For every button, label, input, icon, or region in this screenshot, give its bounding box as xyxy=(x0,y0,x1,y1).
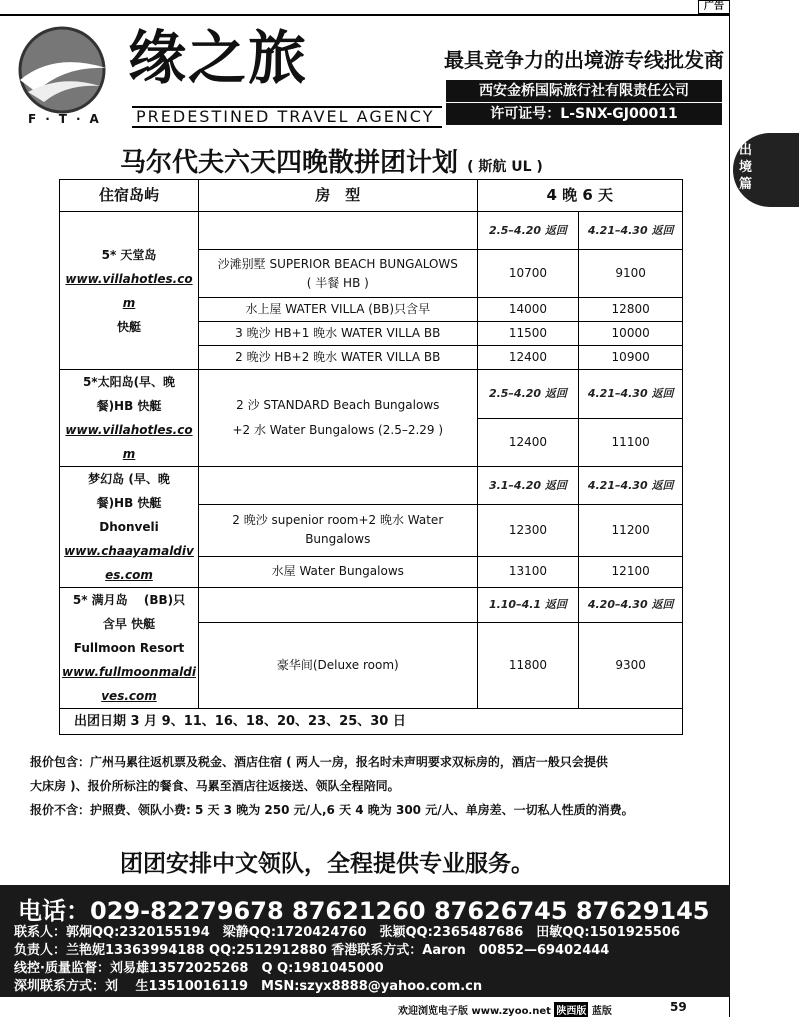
table-row: 5* 满月岛 (BB)只 含早 快艇 Fullmoon Resort www.fullmoonmaldi ves.com 1.10–4.1 返回 4.20–4.30 返回 xyxy=(60,588,683,623)
right-rule xyxy=(729,0,730,1017)
phone-numbers: 电话：029-82279678 87621260 87626745 87629145 xyxy=(18,897,710,925)
island-cell: 5*太阳岛(早、晚 餐)HB 快艇 www.villahotles.co m xyxy=(60,370,199,467)
logo-icon xyxy=(14,22,110,118)
col-price: 4 晚 6 天 xyxy=(477,180,682,212)
top-rule xyxy=(0,14,730,16)
island-cell: 5* 满月岛 (BB)只 含早 快艇 Fullmoon Resort www.fullmoonmaldi ves.com xyxy=(60,588,199,709)
price-excludes: 报价不含：护照费、领队小费: 5 天 3 晚为 250 元/人,6 天 4 晚为 300 元/人、单房差、一切私人性质的消费。 xyxy=(30,803,634,817)
ad-tag: 广告 xyxy=(698,0,730,14)
table-row: 12400 11100 xyxy=(60,418,683,467)
footer-color: 蓝版 xyxy=(591,1006,612,1017)
table-row: 水屋 Water Bungalows 13100 12100 xyxy=(60,556,683,587)
company-name: 西安金桥国际旅行社有限责任公司 xyxy=(446,80,722,102)
edition-badge: 陕西版 xyxy=(554,1002,588,1017)
table-row: 5* 天堂岛 www.villahotles.co m 快艇 2.5–4.20 返回 4.21–4.30 返回 xyxy=(60,212,683,250)
contact-line: 负责人：兰艳妮13363994188 QQ:2512912880 香港联系方式：Aaron 00852—69402444 xyxy=(14,943,610,958)
page-number: 59 xyxy=(670,1000,687,1014)
island-cell: 5* 天堂岛 www.villahotles.co m 快艇 xyxy=(60,212,199,370)
service-slogan: 团团安排中文领队，全程提供专业服务。 xyxy=(120,851,534,877)
contact-line: 联系人：郭炯QQ:2320155194 梁静QQ:1720424760 张颖QQ:2365487686 田敏QQ:1501925506 xyxy=(14,925,681,940)
contact-panel xyxy=(0,885,730,997)
departure-dates: 3 月 9、11、16、18、20、23、25、30 日 xyxy=(130,714,406,729)
section-tab: 出 境 篇 xyxy=(733,133,799,207)
logo-text: F·T·A xyxy=(28,112,108,126)
footer-line xyxy=(398,1002,612,1017)
table-row: 沙滩别墅 SUPERIOR BEACH BUNGALOWS ( 半餐 HB ) 10700 9100 xyxy=(60,250,683,298)
page-title: 马尔代夫六天四晚散拼团计划 ( 斯航 UL ) xyxy=(120,148,543,178)
brand-name: 缘之旅 xyxy=(128,24,309,92)
col-island: 住宿岛屿 xyxy=(60,180,199,212)
brand-english: PREDESTINED TRAVEL AGENCY xyxy=(132,106,442,128)
slogan: 最具竞争力的出境游专线批发商 xyxy=(444,48,724,72)
table-row: 2 晚沙 supenior room+2 晚水 Water Bungalows 12300 11200 xyxy=(60,504,683,556)
table-row: 豪华间(Deluxe room) 11800 9300 xyxy=(60,622,683,708)
island-cell: 梦幻岛 (早、晚 餐)HB 快艇 Dhonveli www.chaayamaldiv es.com xyxy=(60,467,199,588)
table-row: 梦幻岛 (早、晚 餐)HB 快艇 Dhonveli www.chaayamaldiv es.com 3.1–4.20 返回 4.21–4.30 返回 xyxy=(60,467,683,505)
price-table xyxy=(59,179,683,735)
contact-line: 深圳联系方式：刘 生13510016119 MSN:szyx8888@yahoo.com.cn xyxy=(14,979,483,994)
footer-site[interactable]: 欢迎浏览电子版 www.zyoo.net xyxy=(398,1006,551,1017)
contact-line: 线控·质量监督：刘易雄13572025268 Q Q:1981045000 xyxy=(14,961,384,976)
airline-note: ( 斯航 UL ) xyxy=(467,159,543,175)
table-row: 5*太阳岛(早、晚 餐)HB 快艇 www.villahotles.co m 2 沙 STANDARD Beach Bungalows +2 水 Water Bungalows (2.5–2.29 ) 2.5–4.20 返回 4.21–4.30 返回 xyxy=(60,370,683,419)
table-row: 水上屋 WATER VILLA (BB)只含早 14000 12800 xyxy=(60,298,683,322)
table-header xyxy=(60,180,683,212)
license-number: 许可证号：L-SNX-GJ00011 xyxy=(446,103,722,125)
price-includes: 报价包含：广州马累往返机票及税金、酒店住宿 ( 两人一房，报名时未声明要求双标房的，酒店一般只会提供 大床房 )、报价所标注的餐食、马累至酒店往返接送、领队全程陪同。 xyxy=(30,755,608,793)
table-row xyxy=(60,709,683,735)
table-row: 3 晚沙 HB+1 晚水 WATER VILLA BB 11500 10000 xyxy=(60,322,683,346)
departure-label: 出团日期 xyxy=(74,714,127,729)
col-room: 房 型 xyxy=(199,180,478,212)
table-row: 2 晚沙 HB+2 晚水 WATER VILLA BB 12400 10900 xyxy=(60,346,683,370)
